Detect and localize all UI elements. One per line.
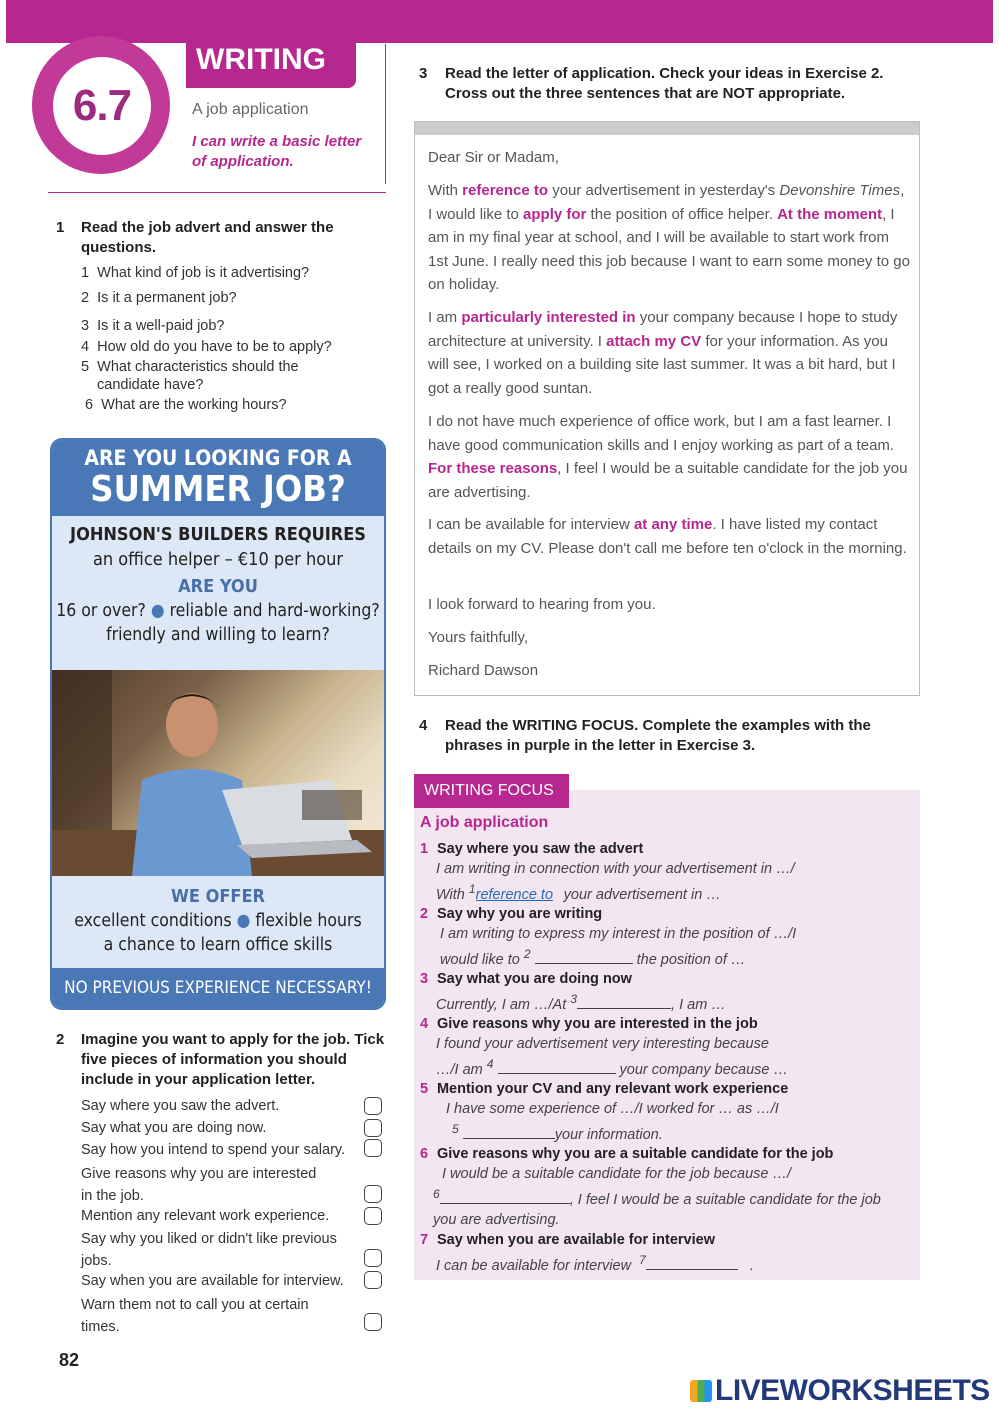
advert-role: an office helper – €10 per hour <box>92 549 344 570</box>
ex1-question: 2 Is it a permanent job? <box>81 290 237 306</box>
liveworksheets-brand: LIVEWORKSHEETS <box>690 1374 990 1408</box>
ex1-instruction: Read the job advert and answer the questions. <box>81 219 334 256</box>
letter-salutation: Dear Sir or Madam, <box>428 149 559 166</box>
application-letter <box>414 121 920 696</box>
ex2-checkbox[interactable] <box>364 1185 382 1203</box>
answer-1-input[interactable] <box>476 887 560 903</box>
answer-5-input[interactable] <box>463 1125 555 1139</box>
focus-title: A job application <box>420 814 549 831</box>
focus-step-4: 4 Give reasons why you are interested in the job I found your advertisement very interesting because …/I am $^4$ your company because … <box>420 1016 788 1078</box>
ex4-number: 4 <box>419 717 428 734</box>
ex2-number: 2 <box>56 1031 65 1048</box>
header-divider-vertical <box>385 44 386 184</box>
ex2-item: Warn them not to call you at certain times. <box>81 1297 309 1335</box>
advert-we-offer: WE OFFER <box>171 886 265 907</box>
focus-step-6: 6 Give reasons why you are a suitable candidate for the job I would be a suitable candidate for the job because …/ $^6$ , I feel I would be a suitable candidate for the job you are advertising. <box>420 1146 881 1228</box>
job-advert <box>50 438 386 1010</box>
top-banner <box>6 0 993 43</box>
ex2-item: Mention any relevant work experience. <box>81 1208 330 1224</box>
advert-company: JOHNSON'S BUILDERS REQUIRES <box>70 524 366 545</box>
unit-number: 6.7 <box>53 57 151 155</box>
ex3-instruction: Read the letter of application. Check your ideas in Exercise 2. Cross out the three sentences that are NOT appropriate. <box>445 65 884 102</box>
liveworksheets-logo-icon <box>690 1380 712 1402</box>
ex2-instruction: Imagine you want to apply for the job. Tick five pieces of information you should include in your application letter. <box>81 1031 385 1088</box>
ex4-instruction: Read the WRITING FOCUS. Complete the examples with the phrases in purple in the letter in Exercise 3. <box>445 717 871 754</box>
ex1-question: 6 What are the working hours? <box>85 397 287 413</box>
letter-paragraph-5: I look forward to hearing from you. <box>428 596 656 613</box>
ex2-item: Say why you liked or didn't like previous jobs. <box>81 1231 337 1269</box>
focus-step-2: 2 Say why you are writing I am writing to express my interest in the position of …/I would like to $^2$ the position of … <box>420 906 797 968</box>
advert-offer-item: a chance to learn office skills <box>103 935 333 955</box>
ex2-item: Say when you are available for interview. <box>81 1273 344 1289</box>
ex1-question: 4 How old do you have to be to apply? <box>81 339 332 355</box>
ex2-checkbox[interactable] <box>364 1207 382 1225</box>
ex3-number: 3 <box>419 65 428 82</box>
header-divider <box>48 192 386 193</box>
ex2-checkbox[interactable] <box>364 1313 382 1331</box>
advert-footer: NO PREVIOUS EXPERIENCE NECESSARY! <box>52 968 384 1008</box>
ex2-item: Say what you are doing now. <box>81 1120 267 1136</box>
advert-requirement: friendly and willing to learn? <box>106 625 330 645</box>
page-number: 82 <box>59 1350 80 1370</box>
advert-offer <box>52 876 384 955</box>
focus-step-1: 1 Say where you saw the advert I am writing in connection with your advertisement in …/ With $^1$reference to your advertisement in … <box>420 839 915 905</box>
ex2-checkbox[interactable] <box>364 1271 382 1289</box>
ex2-checkbox[interactable] <box>364 1139 382 1157</box>
letter-closing: Yours faithfully, <box>428 629 529 646</box>
section-title: WRITING <box>186 40 356 88</box>
office-worker-photo <box>52 670 384 876</box>
ex1-question: 5 What characteristics should the candidate have? <box>81 359 299 393</box>
advert-are-you: ARE YOU <box>178 576 258 597</box>
letter-paragraph-4: I can be available for interview at any time. I have listed my contact details on my CV. Please don't call me before ten o'clock in the morning. <box>428 516 907 557</box>
ex2-checkbox[interactable] <box>364 1249 382 1267</box>
letter-paragraph-3: I do not have much experience of office work, but I am a fast learner. I have good communication skills and I enjoy working as part of a team. For these reasons, I feel I would be a suitable candidate for the job you are advertising. <box>428 413 908 501</box>
lesson-subtitle: A job application <box>192 101 309 118</box>
ex2-checkbox[interactable] <box>364 1119 382 1137</box>
advert-line1: ARE YOU LOOKING FOR A <box>84 446 352 470</box>
ex1-question: 1 What kind of job is it advertising? <box>81 265 310 281</box>
ex1-question: 3 Is it a well-paid job? <box>81 318 225 334</box>
letter-paragraph-1: With reference to your advertisement in yesterday's Devonshire Times, I would like to apply for the position of office helper. At the moment, I am in my final year at school, and I will be available to start work from 1st June. I really need this job because I want to earn some money to go on holiday. <box>428 182 910 293</box>
advert-body <box>52 516 384 645</box>
letter-signature: Richard Dawson <box>428 662 539 679</box>
answer-3-input[interactable] <box>577 995 671 1009</box>
letter-top-bar <box>415 122 919 135</box>
focus-step-3: 3 Say what you are doing now Currently, I am …/At $^3$ , I am … <box>420 971 726 1013</box>
focus-step-5: 5 Mention your CV and any relevant work experience I have some experience of …/I worked for … as …/I $^5$ your information. <box>420 1081 789 1143</box>
advert-offers: excellent conditions ● flexible hours <box>74 911 362 931</box>
ex2-item: Give reasons why you are interested in the job. <box>81 1166 317 1204</box>
ex1-number: 1 <box>56 219 65 236</box>
ex2-item: Say how you intend to spend your salary. <box>81 1142 346 1158</box>
ex2-item: Say where you saw the advert. <box>81 1098 280 1114</box>
answer-2-input[interactable] <box>535 950 633 964</box>
writing-focus-tab: WRITING FOCUS <box>414 774 569 808</box>
can-do-statement: I can write a basic letter of application. <box>192 133 362 170</box>
answer-4-input[interactable] <box>498 1060 616 1074</box>
answer-7-input[interactable] <box>646 1256 738 1270</box>
ex2-checkbox[interactable] <box>364 1097 382 1115</box>
focus-step-7: 7 Say when you are available for interview I can be available for interview $^7$ . <box>420 1232 754 1274</box>
advert-headline: SUMMER JOB? <box>90 469 346 510</box>
answer-6-input[interactable] <box>440 1190 570 1204</box>
letter-paragraph-2: I am particularly interested in your company because I hope to study architecture at university. I attach my CV for your information. As you will see, I worked on a building site last summer. It was a bit hard, but I got a really good suntan. <box>428 309 898 397</box>
advert-header <box>52 440 384 516</box>
advert-requirements: 16 or over? ● reliable and hard-working? <box>56 601 380 621</box>
